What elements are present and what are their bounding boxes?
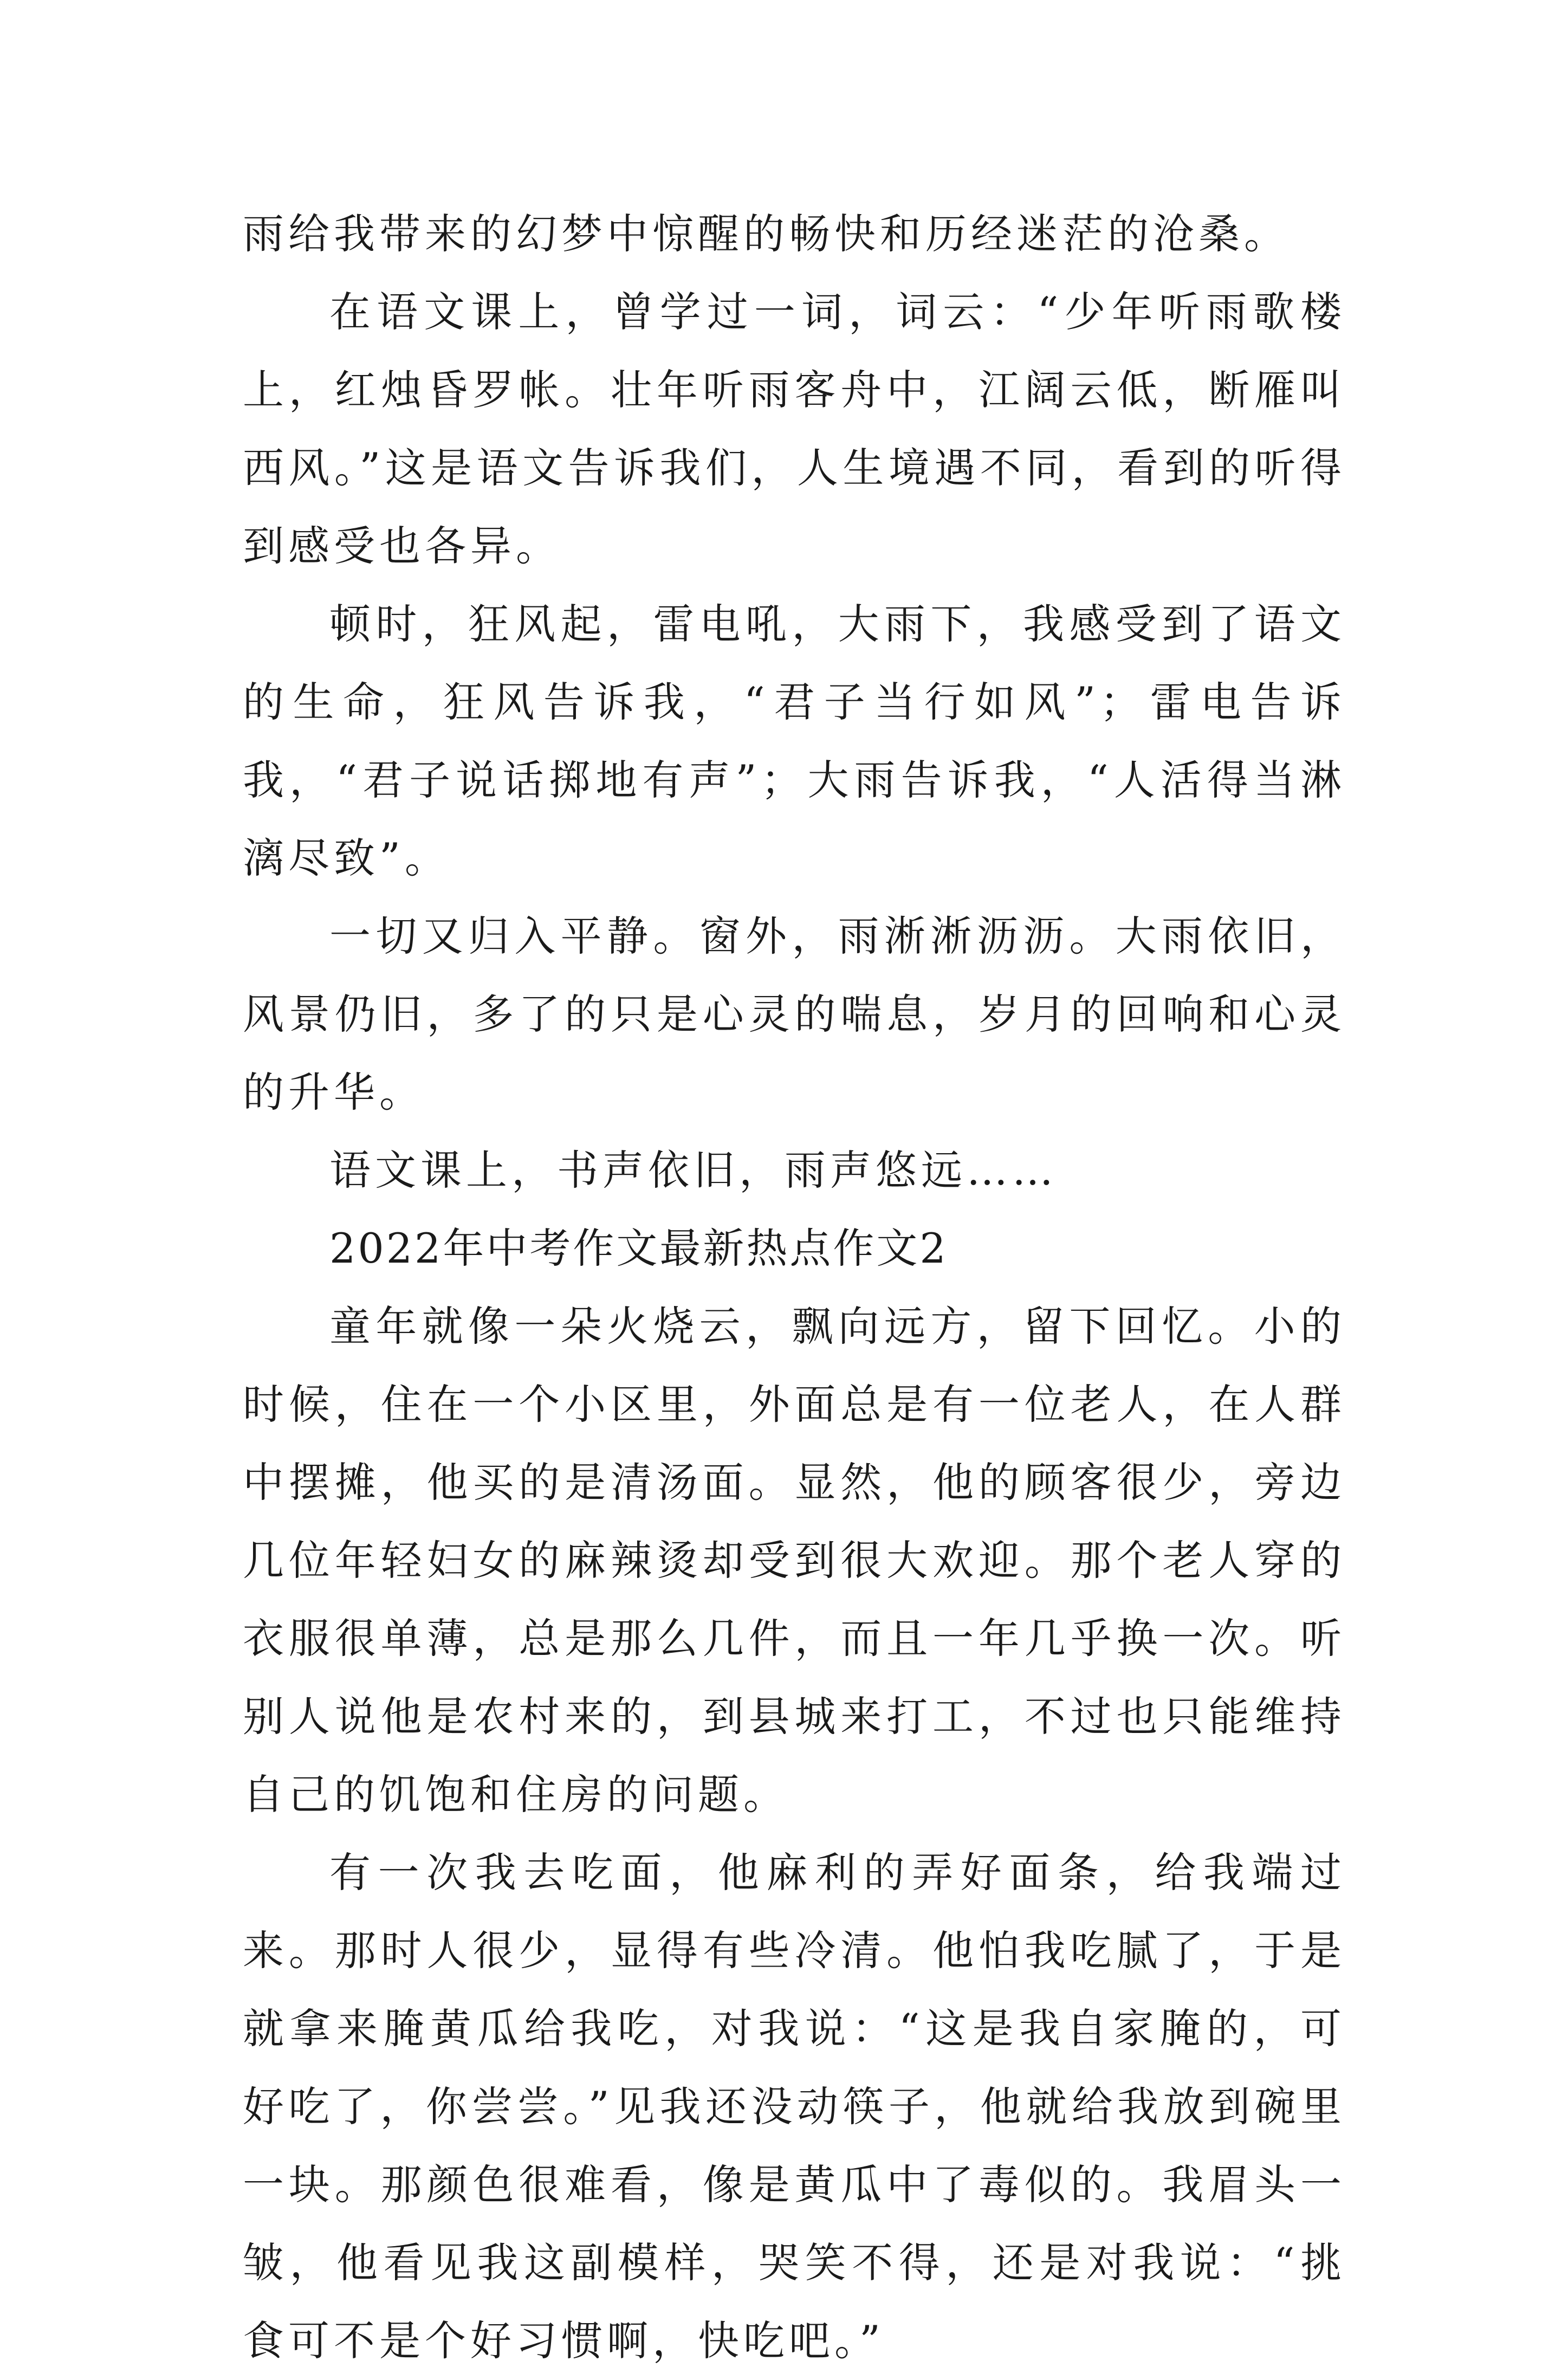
paragraph-2: 在语文课上，曾学过一词，词云：“少年听雨歌楼上，红烛昏罗帐。壮年听雨客舟中，江阔云低，断雁叫西风。”这是语文告诉我们，人生境遇不同，看到的听得到感受也各异。 [243,288,1346,570]
document-body [243,195,1346,2380]
paragraph-8: 有一次我去吃面，他麻利的弄好面条，给我端过来。那时人很少，显得有些冷清。他怕我吃腻了，于是就拿来腌黄瓜给我吃，对我说：“这是我自家腌的，可好吃了，你尝尝。”见我还没动筷子，他就给我放到碗里一块。那颜色很难看，像是黄瓜中了毒似的。我眉头一皱，他看见我这副模样，哭笑不得，还是对我说：“挑食可不是个好习惯啊，快吃吧。” [243,1848,1346,2365]
paragraph-1: 雨给我带来的幻梦中惊醒的畅快和历经迷茫的沧桑。 [243,210,1290,258]
paragraph-5: 语文课上，书声依旧，雨声悠远…… [329,1146,1058,1194]
paragraph-7: 童年就像一朵火烧云，飘向远方，留下回忆。小的时候，住在一个小区里，外面总是有一位老人，在人群中摆摊，他买的是清汤面。显然，他的顾客很少，旁边几位年轻妇女的麻辣烫却受到很大欢迎。那个老人穿的衣服很单薄，总是那么几件，而且一年几乎换一次。听别人说他是农村来的，到县城来打工，不过也只能维持自己的饥饱和住房的问题。 [243,1302,1346,1819]
section-heading: 2022年中考作文最新热点作文2 [329,1224,948,1272]
paragraph-4: 一切又归入平静。窗外，雨淅淅沥沥。大雨依旧，风景仍旧，多了的只是心灵的喘息，岁月的回响和心灵的升华。 [243,912,1346,1116]
paragraph-3: 顿时，狂风起，雷电吼，大雨下，我感受到了语文的生命，狂风告诉我，“君子当行如风”；雷电告诉我，“君子说话掷地有声”；大雨告诉我，“人活得当淋漓尽致”。 [243,600,1346,882]
